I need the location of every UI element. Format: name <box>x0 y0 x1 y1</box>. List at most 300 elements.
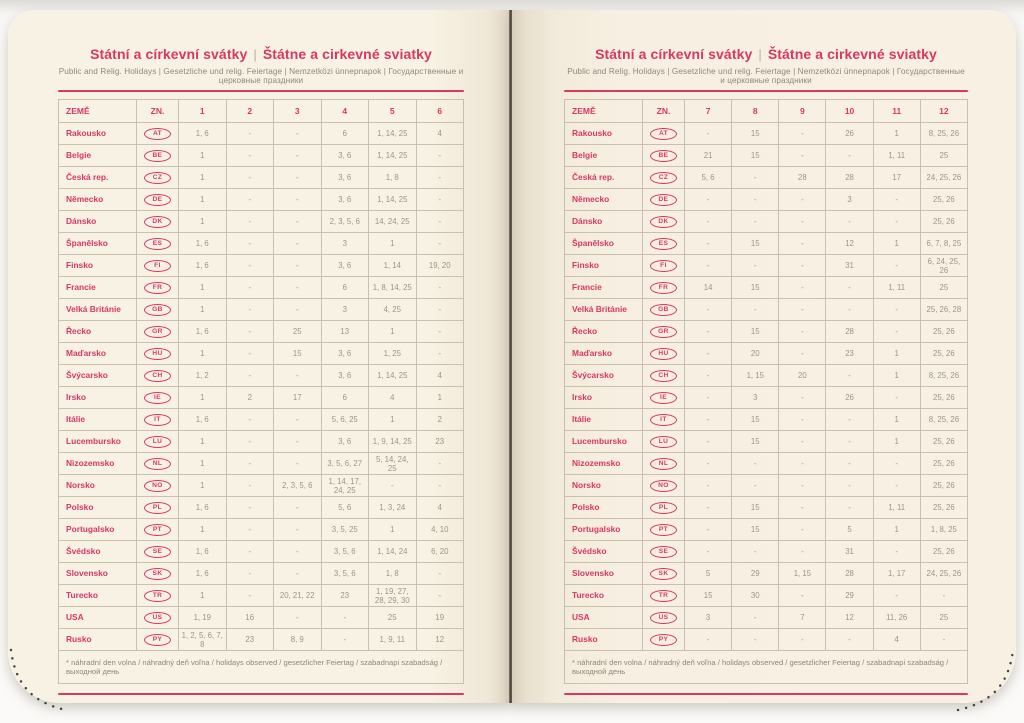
holiday-dates-cell: - <box>416 321 464 343</box>
country-code-badge: PY <box>650 634 677 646</box>
footnote-text: * náhradní den volna / náhradný deň voľna / holidays observed / gesetzlicher Feiertag / szabadnapi szabadság / выходной день <box>565 651 968 684</box>
holiday-dates-cell: 1, 11 <box>873 497 920 519</box>
holiday-dates-cell: 6 <box>321 387 369 409</box>
holiday-dates-cell: 3 <box>732 387 779 409</box>
country-name: Rusko <box>59 629 137 651</box>
holiday-dates-cell: - <box>226 189 274 211</box>
holiday-dates-cell: 25, 26 <box>920 211 967 233</box>
table-row <box>59 321 464 343</box>
title-slovak: Štátne a cirkevné sviatky <box>262 46 432 62</box>
holiday-dates-cell: 15 <box>732 409 779 431</box>
holiday-dates-cell: - <box>826 277 873 299</box>
country-name: Lucembursko <box>59 431 137 453</box>
holiday-dates-cell: - <box>826 431 873 453</box>
country-name: Finsko <box>59 255 137 277</box>
table-row <box>565 211 968 233</box>
holiday-dates-cell: 25, 26 <box>920 431 967 453</box>
country-name: Nizozemsko <box>59 453 137 475</box>
holiday-dates-cell: - <box>274 607 322 629</box>
holiday-dates-cell: 15 <box>685 585 732 607</box>
holiday-dates-cell: - <box>274 431 322 453</box>
country-code-badge: FI <box>144 260 171 272</box>
holiday-dates-cell: 12 <box>416 629 464 651</box>
holiday-dates-cell: 3, 6 <box>321 431 369 453</box>
country-code-cell <box>643 409 685 431</box>
country-name: Maďarsko <box>565 343 643 365</box>
holiday-dates-cell: 1, 15 <box>732 365 779 387</box>
column-header-month: 9 <box>779 100 826 123</box>
country-code-badge: SK <box>650 568 677 580</box>
holiday-dates-cell: 31 <box>826 541 873 563</box>
footnote-row <box>565 651 968 684</box>
country-code-badge: NO <box>650 480 677 492</box>
country-name: Finsko <box>565 255 643 277</box>
holiday-dates-cell: 1 <box>369 321 417 343</box>
country-code-cell <box>643 145 685 167</box>
holiday-dates-cell: 3 <box>321 299 369 321</box>
holiday-dates-cell: 23 <box>226 629 274 651</box>
country-code-cell <box>137 541 179 563</box>
holiday-dates-cell: 4 <box>873 629 920 651</box>
country-code-cell <box>643 365 685 387</box>
holiday-dates-cell: 24, 25, 26 <box>920 563 967 585</box>
table-row <box>59 387 464 409</box>
country-code-badge: BE <box>144 150 171 162</box>
country-name: USA <box>565 607 643 629</box>
column-header-month: 12 <box>920 100 967 123</box>
holiday-dates-cell: - <box>226 211 274 233</box>
holiday-dates-cell: 1, 8, 14, 25 <box>369 277 417 299</box>
holiday-dates-cell: 5, 6, 25 <box>321 409 369 431</box>
holiday-dates-cell: 1, 14, 25 <box>369 189 417 211</box>
country-name: Řecko <box>59 321 137 343</box>
holiday-dates-cell: 1, 6 <box>179 409 227 431</box>
table-row <box>59 167 464 189</box>
holiday-dates-cell: 1, 6 <box>179 255 227 277</box>
country-code-badge: PL <box>650 502 677 514</box>
table-header-row <box>565 100 968 123</box>
country-code-badge: FI <box>650 260 677 272</box>
country-code-cell <box>137 277 179 299</box>
holiday-dates-cell: 3, 6 <box>321 145 369 167</box>
country-code-badge: TR <box>650 590 677 602</box>
holiday-dates-cell: - <box>826 629 873 651</box>
holiday-dates-cell: - <box>732 453 779 475</box>
table-row <box>59 453 464 475</box>
table-row <box>59 519 464 541</box>
holiday-dates-cell: - <box>779 189 826 211</box>
country-code-badge: GB <box>144 304 171 316</box>
holiday-dates-cell: - <box>685 255 732 277</box>
table-row <box>59 145 464 167</box>
country-code-badge: TR <box>144 590 171 602</box>
column-header-month: 11 <box>873 100 920 123</box>
title-separator: | <box>253 47 257 62</box>
holiday-dates-cell: - <box>274 299 322 321</box>
holiday-dates-cell: - <box>826 299 873 321</box>
page-subtitle: Public and Relig. Holidays | Gesetzliche und relig. Feiertage | Nemzetközi ünnepnapok | Государственные и церковные праздники <box>567 67 965 85</box>
holiday-dates-cell: 6, 20 <box>416 541 464 563</box>
country-name: Česká rep. <box>59 167 137 189</box>
holiday-dates-cell: 1 <box>179 585 227 607</box>
column-header-month: 7 <box>685 100 732 123</box>
holiday-dates-cell: 1 <box>179 453 227 475</box>
country-code-badge: DE <box>650 194 677 206</box>
holiday-dates-cell: 14, 24, 25 <box>369 211 417 233</box>
holiday-dates-cell: - <box>779 299 826 321</box>
country-name: Švédsko <box>59 541 137 563</box>
holiday-dates-cell: - <box>274 167 322 189</box>
country-name: Polsko <box>59 497 137 519</box>
country-code-badge: PL <box>144 502 171 514</box>
holiday-dates-cell: 1, 25 <box>369 343 417 365</box>
holiday-dates-cell: - <box>779 145 826 167</box>
column-header-month: 10 <box>826 100 873 123</box>
holiday-dates-cell: - <box>226 321 274 343</box>
holidays-table-months-7-12 <box>564 99 968 684</box>
holiday-dates-cell: - <box>873 321 920 343</box>
holiday-dates-cell: 30 <box>732 585 779 607</box>
country-name: Belgie <box>59 145 137 167</box>
holiday-dates-cell: - <box>685 365 732 387</box>
holiday-dates-cell: 1 <box>369 519 417 541</box>
holiday-dates-cell: - <box>274 497 322 519</box>
country-name: Švédsko <box>565 541 643 563</box>
holiday-dates-cell: - <box>826 365 873 387</box>
holiday-dates-cell: - <box>779 431 826 453</box>
country-name: Francie <box>565 277 643 299</box>
holiday-dates-cell: - <box>732 299 779 321</box>
country-code-cell <box>137 409 179 431</box>
holiday-dates-cell: 8, 25, 26 <box>920 123 967 145</box>
holiday-dates-cell: 1 <box>179 475 227 497</box>
holiday-dates-cell: - <box>873 255 920 277</box>
country-code-cell <box>137 365 179 387</box>
holiday-dates-cell: - <box>873 453 920 475</box>
holiday-dates-cell: 26 <box>826 123 873 145</box>
country-code-cell <box>643 343 685 365</box>
holiday-dates-cell: - <box>274 365 322 387</box>
holiday-dates-cell: - <box>873 387 920 409</box>
table-row <box>565 387 968 409</box>
holiday-dates-cell: 25, 26, 28 <box>920 299 967 321</box>
holiday-dates-cell: - <box>226 497 274 519</box>
holiday-dates-cell: 1, 14 <box>369 255 417 277</box>
holiday-dates-cell: - <box>779 519 826 541</box>
holiday-dates-cell: - <box>226 145 274 167</box>
holiday-dates-cell: 8, 25, 26 <box>920 409 967 431</box>
holiday-dates-cell: 3 <box>685 607 732 629</box>
table-row <box>565 431 968 453</box>
holiday-dates-cell: 1 <box>873 123 920 145</box>
holiday-dates-cell: 25, 26 <box>920 497 967 519</box>
holiday-dates-cell: - <box>685 431 732 453</box>
table-row <box>59 211 464 233</box>
table-row <box>59 255 464 277</box>
country-code-cell <box>137 123 179 145</box>
country-name: Turecko <box>59 585 137 607</box>
holiday-dates-cell: - <box>226 409 274 431</box>
holiday-dates-cell: 7 <box>779 607 826 629</box>
holiday-dates-cell: - <box>779 541 826 563</box>
country-code-badge: IE <box>650 392 677 404</box>
table-row <box>59 233 464 255</box>
holiday-dates-cell: 23 <box>321 585 369 607</box>
holiday-dates-cell: - <box>274 541 322 563</box>
country-code-badge: GR <box>144 326 171 338</box>
country-code-badge: DK <box>650 216 677 228</box>
table-row <box>565 299 968 321</box>
holiday-dates-cell: - <box>732 167 779 189</box>
holiday-dates-cell: 25, 26 <box>920 321 967 343</box>
holiday-dates-cell: 28 <box>779 167 826 189</box>
holiday-dates-cell: - <box>873 585 920 607</box>
country-name: Rusko <box>565 629 643 651</box>
holiday-dates-cell: - <box>226 299 274 321</box>
header-rule <box>58 90 464 92</box>
holiday-dates-cell: 20, 21, 22 <box>274 585 322 607</box>
holiday-dates-cell: - <box>685 541 732 563</box>
country-name: Maďarsko <box>59 343 137 365</box>
holiday-dates-cell: 4 <box>416 365 464 387</box>
holiday-dates-cell: - <box>685 189 732 211</box>
holiday-dates-cell: 21 <box>685 145 732 167</box>
country-code-badge: ES <box>650 238 677 250</box>
table-row <box>59 497 464 519</box>
country-name: Lucembursko <box>565 431 643 453</box>
country-code-badge: PT <box>144 524 171 536</box>
holiday-dates-cell: - <box>732 629 779 651</box>
holiday-dates-cell: 19 <box>416 607 464 629</box>
holiday-dates-cell: - <box>274 255 322 277</box>
holiday-dates-cell: - <box>226 585 274 607</box>
holiday-dates-cell: - <box>873 475 920 497</box>
holiday-dates-cell: 5, 14, 24, 25 <box>369 453 417 475</box>
holiday-dates-cell: - <box>416 233 464 255</box>
country-code-cell <box>643 497 685 519</box>
holiday-dates-cell: - <box>685 321 732 343</box>
holiday-dates-cell: - <box>226 277 274 299</box>
table-row <box>565 145 968 167</box>
country-code-cell <box>643 387 685 409</box>
country-name: Irsko <box>59 387 137 409</box>
table-row <box>59 365 464 387</box>
holiday-dates-cell: 20 <box>732 343 779 365</box>
title-czech: Státní a církevní svátky <box>90 46 248 62</box>
holiday-dates-cell: - <box>920 629 967 651</box>
holiday-dates-cell: - <box>732 607 779 629</box>
table-row <box>565 343 968 365</box>
holiday-dates-cell: - <box>779 585 826 607</box>
country-code-cell <box>643 629 685 651</box>
bottom-rule <box>58 693 464 695</box>
holiday-dates-cell: 1, 15 <box>779 563 826 585</box>
holiday-dates-cell: 1 <box>179 519 227 541</box>
holiday-dates-cell: 26 <box>826 387 873 409</box>
holiday-dates-cell: 1 <box>179 189 227 211</box>
holiday-dates-cell: 5, 6 <box>321 497 369 519</box>
holidays-table-months-1-6 <box>58 99 464 684</box>
holiday-dates-cell: 4 <box>416 497 464 519</box>
holiday-dates-cell: 1, 2 <box>179 365 227 387</box>
country-code-cell <box>137 585 179 607</box>
table-row <box>565 475 968 497</box>
country-code-cell <box>643 321 685 343</box>
table-row <box>59 123 464 145</box>
country-code-badge: IT <box>650 414 677 426</box>
holiday-dates-cell: 1 <box>179 387 227 409</box>
holiday-dates-cell: - <box>826 211 873 233</box>
holiday-dates-cell: 15 <box>732 497 779 519</box>
country-code-cell <box>643 607 685 629</box>
holiday-dates-cell: 1, 14, 17, 24, 25 <box>321 475 369 497</box>
country-code-badge: NL <box>144 458 171 470</box>
table-row <box>59 541 464 563</box>
holiday-dates-cell: - <box>416 167 464 189</box>
country-code-cell <box>137 233 179 255</box>
country-name: Francie <box>59 277 137 299</box>
table-row <box>59 277 464 299</box>
holiday-dates-cell: 3, 5, 25 <box>321 519 369 541</box>
country-code-badge: SE <box>144 546 171 558</box>
holiday-dates-cell: - <box>416 211 464 233</box>
country-code-cell <box>643 431 685 453</box>
country-code-badge: GB <box>650 304 677 316</box>
holiday-dates-cell: - <box>685 475 732 497</box>
holiday-dates-cell: 1, 14, 24 <box>369 541 417 563</box>
holiday-dates-cell: 1, 9, 11 <box>369 629 417 651</box>
country-name: Belgie <box>565 145 643 167</box>
holiday-dates-cell: 13 <box>321 321 369 343</box>
holiday-dates-cell: - <box>779 277 826 299</box>
holiday-dates-cell: 1, 3, 24 <box>369 497 417 519</box>
country-code-badge: IT <box>144 414 171 426</box>
holiday-dates-cell: 25, 26 <box>920 387 967 409</box>
holiday-dates-cell: 28 <box>826 563 873 585</box>
holiday-dates-cell: - <box>779 211 826 233</box>
column-header-code: ZN. <box>643 100 685 123</box>
country-code-cell <box>643 277 685 299</box>
holiday-dates-cell: - <box>321 607 369 629</box>
holiday-dates-cell: - <box>416 277 464 299</box>
holiday-dates-cell: 1 <box>179 431 227 453</box>
holiday-dates-cell: 31 <box>826 255 873 277</box>
country-code-cell <box>643 255 685 277</box>
holiday-dates-cell: 25, 26 <box>920 475 967 497</box>
country-code-badge: CZ <box>650 172 677 184</box>
country-code-cell <box>137 321 179 343</box>
holiday-dates-cell: 1, 14, 25 <box>369 123 417 145</box>
country-code-cell <box>137 211 179 233</box>
country-code-cell <box>137 255 179 277</box>
title-separator: | <box>758 47 762 62</box>
holiday-dates-cell: - <box>274 277 322 299</box>
holiday-dates-cell: 1 <box>416 387 464 409</box>
country-name: Norsko <box>565 475 643 497</box>
country-code-badge: GR <box>650 326 677 338</box>
holiday-dates-cell: 3, 5, 6 <box>321 541 369 563</box>
holiday-dates-cell: 3 <box>321 233 369 255</box>
country-code-badge: CZ <box>144 172 171 184</box>
holiday-dates-cell: 4 <box>416 123 464 145</box>
country-code-cell <box>137 519 179 541</box>
holiday-dates-cell: 1 <box>179 211 227 233</box>
holiday-dates-cell: 4, 25 <box>369 299 417 321</box>
holiday-dates-cell: 3, 6 <box>321 343 369 365</box>
holiday-dates-cell: 1 <box>179 277 227 299</box>
title-czech: Státní a církevní svátky <box>595 46 753 62</box>
holiday-dates-cell: 16 <box>226 607 274 629</box>
country-name: Nizozemsko <box>565 453 643 475</box>
holiday-dates-cell: - <box>779 255 826 277</box>
holiday-dates-cell: 15 <box>274 343 322 365</box>
holiday-dates-cell: 15 <box>732 145 779 167</box>
holiday-dates-cell: - <box>274 123 322 145</box>
country-code-cell <box>643 519 685 541</box>
footnote-text: * náhradní den volna / náhradný deň voľna / holidays observed / gesetzlicher Feiertag / szabadnapi szabadság / выходной день <box>59 651 464 684</box>
country-code-cell <box>643 563 685 585</box>
holiday-dates-cell: - <box>321 629 369 651</box>
holiday-dates-cell: 1 <box>873 365 920 387</box>
country-code-badge: AT <box>144 128 171 140</box>
holiday-dates-cell: - <box>226 563 274 585</box>
holiday-dates-cell: 1, 8 <box>369 167 417 189</box>
holiday-dates-cell: 1, 9, 14, 25 <box>369 431 417 453</box>
holiday-dates-cell: - <box>779 475 826 497</box>
country-code-cell <box>137 145 179 167</box>
holiday-dates-cell: 1, 19, 27, 28, 29, 30 <box>369 585 417 607</box>
country-code-badge: PT <box>650 524 677 536</box>
column-header-country: ZEMĚ <box>565 100 643 123</box>
country-code-cell <box>643 189 685 211</box>
holiday-dates-cell: - <box>274 409 322 431</box>
country-name: Portugalsko <box>565 519 643 541</box>
holiday-dates-cell: - <box>826 453 873 475</box>
country-code-cell <box>643 453 685 475</box>
holiday-dates-cell: 20 <box>779 365 826 387</box>
table-row <box>59 563 464 585</box>
holiday-dates-cell: - <box>779 343 826 365</box>
holiday-dates-cell: - <box>369 475 417 497</box>
holiday-dates-cell: - <box>826 409 873 431</box>
country-name: Norsko <box>59 475 137 497</box>
country-code-badge: HU <box>650 348 677 360</box>
country-name: Dánsko <box>565 211 643 233</box>
country-code-badge: IE <box>144 392 171 404</box>
table-row <box>565 629 968 651</box>
country-code-badge: NL <box>650 458 677 470</box>
table-row <box>59 431 464 453</box>
table-row <box>59 585 464 607</box>
country-code-badge: US <box>144 612 171 624</box>
holiday-dates-cell: - <box>685 343 732 365</box>
country-code-cell <box>643 233 685 255</box>
holiday-dates-cell: 8, 25, 26 <box>920 365 967 387</box>
country-name: Slovensko <box>59 563 137 585</box>
holiday-dates-cell: 6 <box>321 277 369 299</box>
country-code-badge: SK <box>144 568 171 580</box>
title-slovak: Štátne a cirkevné sviatky <box>767 46 937 62</box>
holiday-dates-cell: - <box>416 563 464 585</box>
holiday-dates-cell: - <box>920 585 967 607</box>
holiday-dates-cell: 12 <box>826 607 873 629</box>
holiday-dates-cell: - <box>685 453 732 475</box>
country-code-cell <box>137 497 179 519</box>
country-code-cell <box>137 299 179 321</box>
holiday-dates-cell: - <box>779 453 826 475</box>
holiday-dates-cell: - <box>779 321 826 343</box>
holiday-dates-cell: 1, 8, 25 <box>920 519 967 541</box>
